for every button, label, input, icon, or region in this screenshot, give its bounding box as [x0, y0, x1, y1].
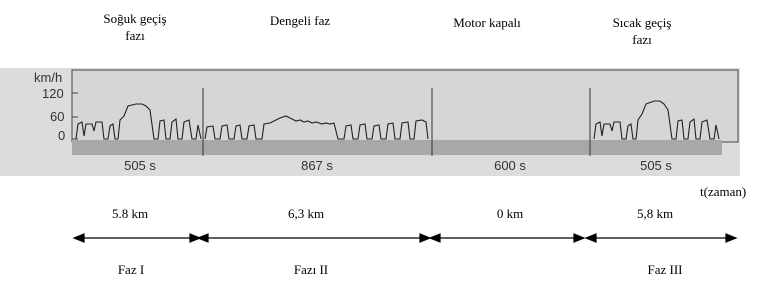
duration-stable: 867 s	[301, 158, 333, 173]
phase-title-hot-line1: Sıcak geçiş	[612, 15, 672, 30]
phase-label-2: Fazı II	[293, 262, 329, 277]
distance-hot: 5,8 km	[636, 206, 674, 221]
distance-stable: 6,3 km	[287, 206, 325, 221]
distance-cold: 5.8 km	[111, 206, 149, 221]
arrowhead-4-right	[726, 234, 736, 242]
phase-label-1: Faz I	[117, 262, 145, 277]
axis-tick-0: 0	[58, 128, 66, 143]
arrowhead-1-left	[74, 234, 84, 242]
arrows	[74, 234, 736, 242]
time-axis-label: t(zaman)	[700, 184, 747, 199]
duration-cold: 505 s	[124, 158, 156, 173]
duration-engine-off: 600 s	[494, 158, 526, 173]
phase-title-hot-line2: fazı	[632, 32, 652, 47]
chart-box	[72, 70, 738, 142]
phase-title-cold-line2: fazı	[125, 28, 145, 43]
arrowhead-3-left	[430, 234, 440, 242]
floor-band	[72, 140, 722, 155]
phase-title-engine-off-line1: Motor kapalı	[453, 15, 521, 30]
axis-tick-120: 120	[42, 86, 64, 101]
axis-unit: km/h	[34, 70, 63, 85]
phase-label-4: Faz III	[647, 262, 683, 277]
arrowhead-3-right	[574, 234, 584, 242]
phase-title-stable-line1: Dengeli faz	[269, 13, 331, 28]
arrowhead-2-left	[198, 234, 208, 242]
distance-engine-off: 0 km	[496, 206, 524, 221]
arrowhead-4-left	[586, 234, 596, 242]
duration-hot: 505 s	[640, 158, 672, 173]
axis-tick-60: 60	[50, 109, 65, 124]
phase-title-cold-line1: Soğuk geçiş	[103, 11, 167, 26]
